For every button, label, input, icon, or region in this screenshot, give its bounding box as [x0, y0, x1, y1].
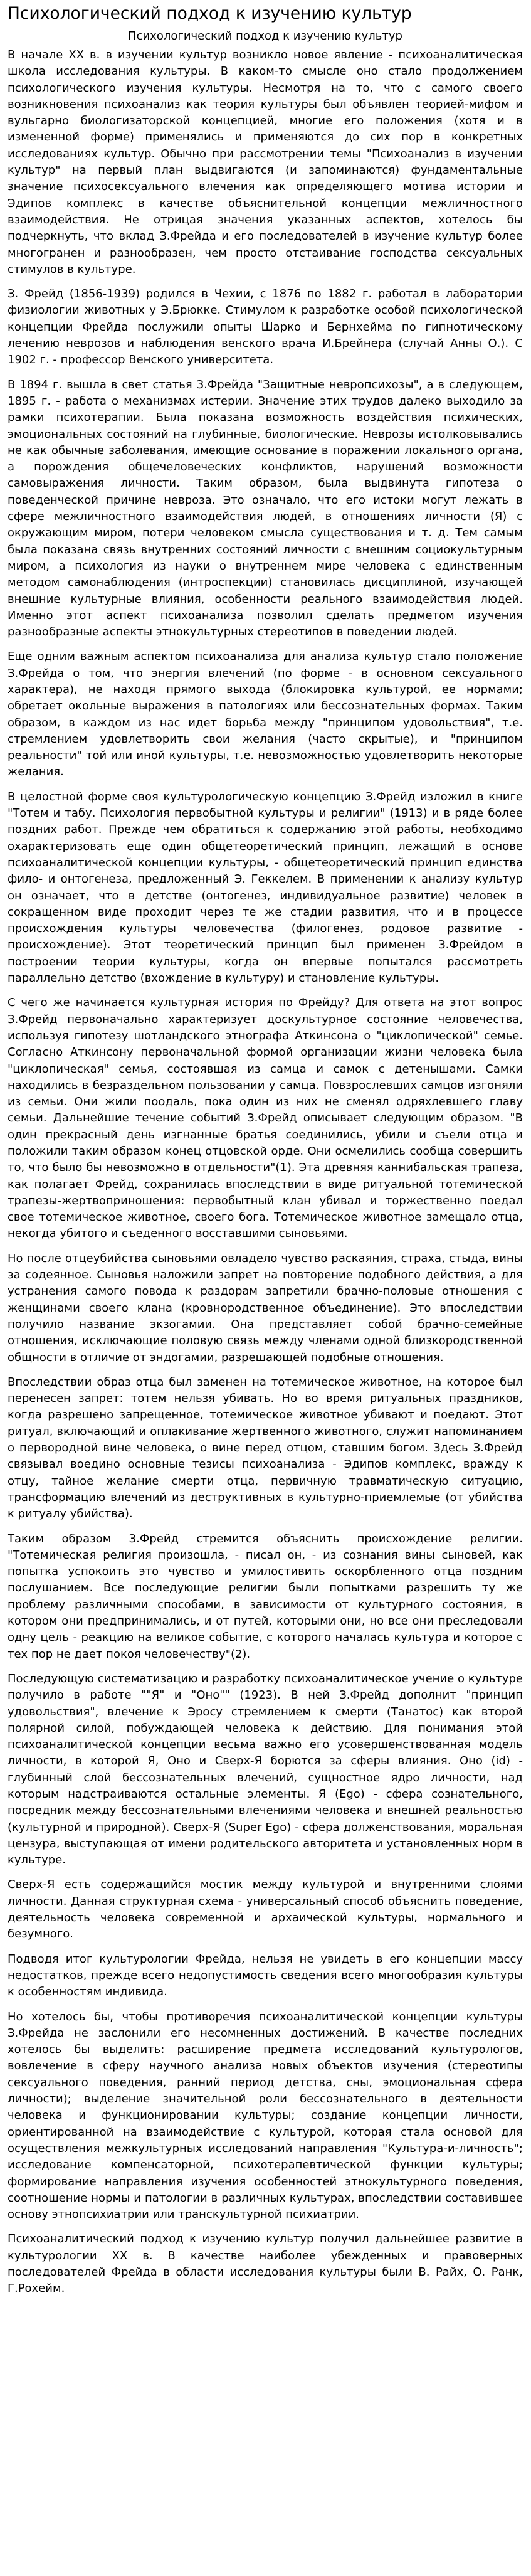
paragraph: Сверх-Я есть содержащийся мостик между культурой и внутренними слоями личности. Данная структурная схема - универсальный способ объяснить поведение, деятельность человека современной и архаической культуры, нормального и безумного. — [8, 1878, 523, 1941]
paragraph: Последующую систематизацию и разработку психоаналитическое учение о культуре получило в работе ""Я" и "Оно"" (1923). В ней З.Фрейд дополнит "принцип удовольствия", влечение к Эросу стремлением к смерти (Танатос) как второй полярной силой, побуждающей человека к действию. Для понимания этой психоаналитической концепции весьма важно его усовершенствованная модель личности, в которой Я, Оно и Сверх-Я борются за сферы влияния. Оно (id) - глубинный слой бессознательных влечений, сущностное ядро личности, над которым надстраиваются остальные элементы. Я (Ego) - сфера сознательного, посредник между бессознательными влечениями человека и внешней реальностью (культурной и природной). Сверх-Я (Super Ego) - сфера долженствования, моральная цензура, выступающая от имени родительского авторитета и установленных норм в культуре. — [8, 1672, 523, 1867]
paragraph: В начале XX в. в изучении культур возникло новое явление - психоаналитическая школа исследования культуры. В каком-то смысле оно стало продолжением психологического изучения культуры. Несмотря на то, что с самого своего возникновения психоанализ как теория культуры был объявлен теорией-мифом и вульгарно биологизаторской концепцией, многие его положения (хотя и в измененной форме) применялись и применяются до сих пор в конкретных исследованиях культур. Обычно при рассмотрении темы "Психоанализ в изучении культур" на первый план выдвигаются (и запоминаются) фундаментальные значение психосексуального влечения как определяющего мотива истории и Эдипов комплекс в качестве объяснительной концепции межличностного взаимодействия. Не отрицая значения указанных аспектов, хотелось бы подчеркнуть, что вклад З.Фрейда и его последователей в изучение культур более многогранен и разнообразен, чем просто отстаивание господства сексуальных стимулов в культуре. — [8, 48, 523, 276]
article-body — [8, 47, 523, 2298]
paragraph: Впоследствии образ отца был заменен на тотемическое животное, на которое был перенесен запрет: тотем нельзя убивать. Но во время ритуальных праздников, когда разрешено запрещенное, тотемическое животное убивают и поедают. Этот ритуал, включающий и оплакивание жертвенного животного, служит напоминанием о первородной вине человека, о вине перед отцом, ставшим богом. Здесь З.Фрейд связывал воедино основные тезисы психоанализа - Эдипов комплекс, вражду к отцу, тайное желание смерти отца, первичную травматическую ситуацию, трансформацию влечений из деструктивных в культурно-приемлемые (от убийства к ритуалу убийства). — [8, 1375, 523, 1521]
paragraph: З. Фрейд (1856-1939) родился в Чехии, с 1876 по 1882 г. работал в лаборатории физиологии животных у Э.Брюкке. Стимулом к разработке особой психологической концепции Фрейда послужили опыты Шарко и Бернхейма по гипнотическому лечению неврозов и наблюдения венского врача И.Брейнера (случай Анны О.). С 1902 г. - профессор Венского университета. — [8, 287, 523, 367]
paragraph: Психоаналитический подход к изучению культур получил дальнейшее развитие в культурологии XX в. В качестве наиболее убежденных и правоверных последователей Фрейда в области исследования культуры были В. Райх, О. Ранк, Г.Рохейм. — [8, 2232, 523, 2296]
paragraph: Еще одним важным аспектом психоанализа для анализа культур стало положение З.Фрейда о том, что энергия влечений (по форме - в основном сексуального характера), не находя прямого выхода (блокировка культурой, ее нормами; обретает окольные выражения в патологиях или бессознательных формах. Таким образом, в каждом из нас идет борьба между "принципом удовольствия", т.е. стремлением удовлетворить свои желания (часто скрытые), и "принципом реальности" той или иной культуры, т.е. невозможностью удовлетворить некоторые желания. — [8, 650, 523, 779]
paragraph: В 1894 г. вышла в свет статья З.Фрейда "Защитные невропсихозы", а в следующем, 1895 г. - работа о механизмах истерии. Значение этих трудов далеко выходило за рамки психотерапии. Была показана возможность воздействия психических, эмоциональных состояний на глубинные, биологические. Неврозы истолковывались не как обычные заболевания, имеющие основание в поражении локального органа, а порождения общечеловеческих конфликтов, нарушений возможности самовыражения личности. Таким образом, была выдвинута гипотеза о поведенческой причине невроза. Это означало, что его истоки могут лежать в сфере межличностного взаимодействия людей, в отношениях личности (Я) с окружающим миром, потери человеком смысла существования и т. д. Тем самым была показана связь внутренних состояний личности с внешним социокультурным миром, а психология из науки о внутреннем мире человека с единственным методом самонаблюдения (интроспекции) становилась дисциплиной, изучающей внешние культурные влияния, особенности реального взаимодействия людей. Именно этот аспект психоанализа позволил сделать предметом изучения разнообразные аспекты этнокультурных стереотипов в поведении людей. — [8, 378, 523, 639]
paragraph: Но после отцеубийства сыновьями овладело чувство раскаяния, страха, стыда, вины за содеянное. Сыновья наложили запрет на повторение подобного действия, а для устранения самого повода к раздорам запретили брачно-половые отношения с женщинами своего клана (кровнородственное объединение). Это впоследствии получило название экзогамии. Она представляет собой брачно-семейные отношения, исключающие половую связь между членами одной близкородственной общности в отличие от эндогамии, разрешающей подобные отношения. — [8, 1251, 523, 1364]
paragraph: Таким образом З.Фрейд стремится объяснить происхождение религии. "Тотемическая религия произошла, - писал он, - из сознания вины сыновей, как попытка успокоить это чувство и умилостивить оскорбленного отца поздним послушанием. Все последующие религии были попытками разрешить ту же проблему различными способами, в зависимости от культурного состояния, в котором они предпринимались, и от путей, которыми они, но все они преследовали одну цель - реакцию на великое событие, с которого началась культура и которое с тех пор не дает покоя человечеству"(2). — [8, 1532, 523, 1661]
paragraph: В целостной форме своя культурологическую концепцию З.Фрейд изложил в книге "Тотем и табу. Психология первобытной культуры и религии" (1913) и в ряде более поздних работ. Прежде чем обратиться к содержанию этой работы, необходимо охарактеризовать еще один общетеоретический принцип, лежащий в основе психоаналитической концепции культуры, - общетеоретический принцип единства фило- и онтогенеза, предложенный Э. Геккелем. В применении к анализу культур он означает, что в детстве (онтогенез, индивидуальное развитие) человек в сокращенном виде проходит через те же стадии развития, что и в процессе происхождения культуры человечества (филогенез, родовое развитие - происхождение). Этот теоретический принцип был применен З.Фрейдом в построении теории культуры, когда он впервые попытался рассмотреть параллельно детство (вхождение в культуру) и становление культуры. — [8, 790, 523, 985]
paragraph: Но хотелось бы, чтобы противоречия психоаналитической концепции культуры З.Фрейда не заслонили его несомненных достижений. В качестве последних хотелось бы выделить: расширение предмета исследований культурологов, вовлечение в сферу научного анализа новых объектов изучения (стереотипы сексуального поведения, ранний период детства, сны, эмоциональная сфера личности); выделение значительной роли бессознательного в деятельности человека и функционировании культуры; создание концепции личности, ориентированной на взаимодействие с культурой, которая стала основой для осуществления межкультурных исследований направления "Культура-и-личность"; исследование компенсаторной, психотерапевтической функции культуры; формирование направления изучения особенностей этнокультурного поведения, соотношение нормы и патологии в различных культурах, впоследствии составившее основу этнопсихиатрии или транскультурной психиатрии. — [8, 2010, 523, 2222]
page-title: Психологический подход к изучению культур — [8, 4, 412, 23]
article-subtitle: Психологический подход к изучению культур — [128, 29, 402, 43]
paragraph: Подводя итог культурологии Фрейда, нельзя не увидеть в его концепции массу недостатков, прежде всего недопустимость сведения всего многообразия культуры к особенностям индивида. — [8, 1952, 523, 1999]
paragraph: С чего же начинается культурная история по Фрейду? Для ответа на этот вопрос З.Фрейд первоначально характеризует доскультурное состояние человечества, используя гипотезу шотландского этнографа Аткинсона о "циклопической" семье. Согласно Аткинсону первоначальной формой организации жизни человека была "циклопическая" семья, состоявшая из самца и самок с детенышами. Самки находились в безраздельном пользовании у самца. Повзрослевших самцов изгоняли из семьи. Они жили поодаль, пока один из них не сменял одряхлевшего главу семьи. Дальнейшие течение событий З.Фрейд описывает следующим образом. "В один прекрасный день изгнанные братья соединились, убили и съели отца и положили таким образом конец отцовской орде. Они осмелились сообща совершить то, что было бы невозможно в отдельности"(1). Эта древняя каннибальская трапеза, как полагает Фрейд, сохранилась впоследствии в виде ритуальной тотемической трапезы-жертвоприношения: первобытный клан убивал и торжественно поедал свое тотемическое животное, своего бога. Тотемическое животное замещало отца, некогда убитого и съеденного восставшими сыновьями. — [8, 996, 523, 1241]
